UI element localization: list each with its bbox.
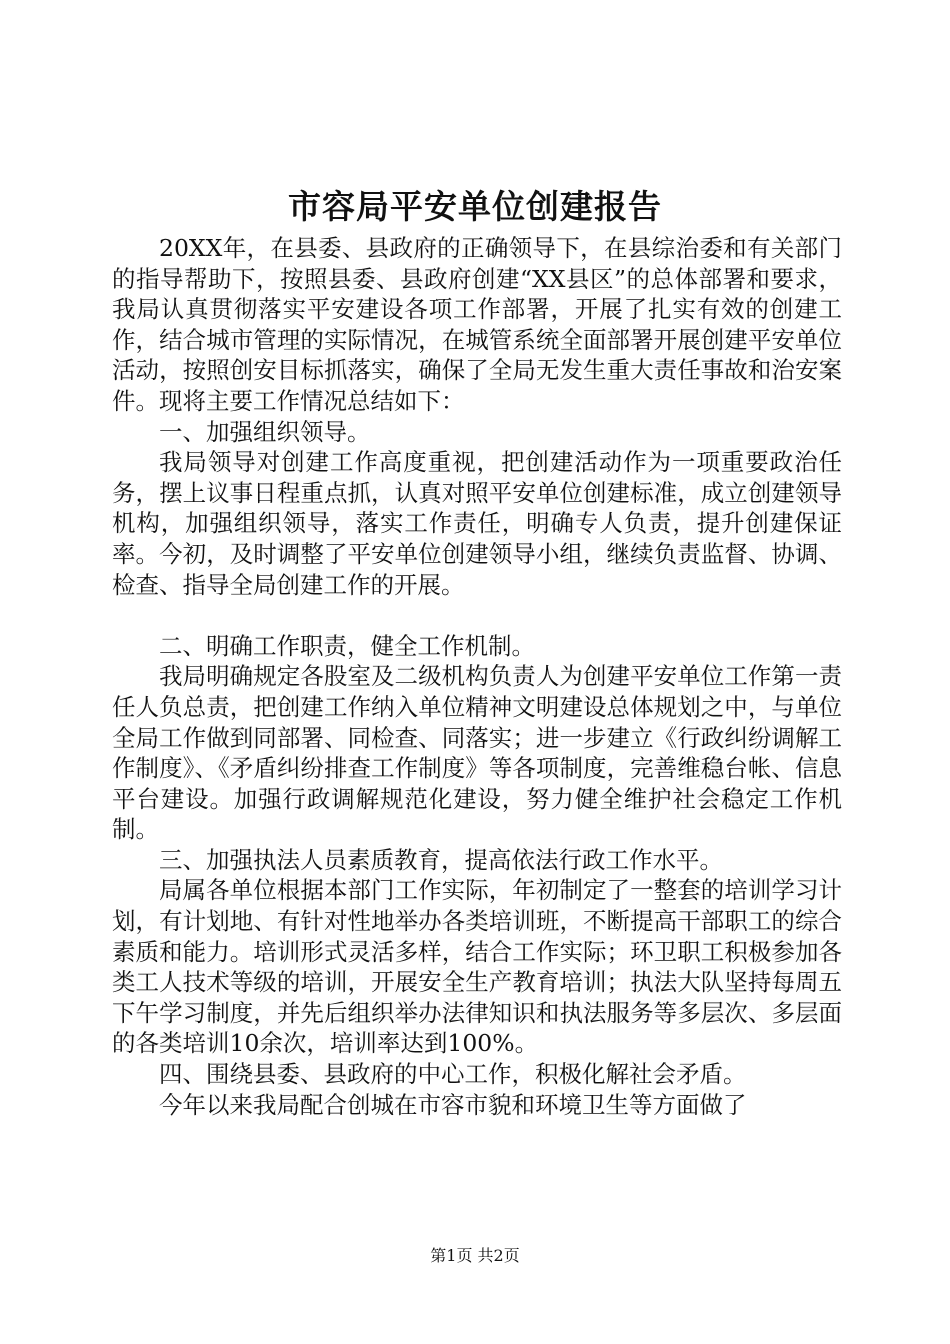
- section-3-paragraph: 局属各单位根据本部门工作实际，年初制定了一整套的培训学习计划，有计划地、有针对性地举办各类培训班，不断提高干部职工的综合素质和能力。培训形式灵活多样，结合工作实际；环卫职工积极参加各类工人技术等级的培训，开展安全生产教育培训；执法大队坚持每周五下午学习制度，并先后组织举办法律知识和执法服务等多层次、多层面的各类培训10余次，培训率达到100%。: [112, 876, 842, 1058]
- paragraph-spacer: [112, 600, 842, 631]
- page-number-footer: 第1页 共2页: [430, 1246, 520, 1265]
- section-4-paragraph: 今年以来我局配合创城在市容市貌和环境卫生等方面做了: [159, 1090, 747, 1119]
- intro-paragraph: 20XX年，在县委、县政府的正确领导下，在县综治委和有关部门的指导帮助下，按照县委、县政府创建“XX县区”的总体部署和要求，我局认真贯彻落实平安建设各项工作部署，开展了扎实有效的创建工作，结合城市管理的实际情况，在城管系统全面部署开展创建平安单位活动，按照创安目标抓落实，确保了全局无发生重大责任事故和治安案件。现将主要工作情况总结如下：: [112, 234, 842, 415]
- section-heading-4: 四、围绕县委、县政府的中心工作，积极化解社会矛盾。: [159, 1060, 747, 1089]
- section-heading-2: 二、明确工作职责，健全工作机制。: [159, 631, 535, 660]
- section-2-paragraph: 我局明确规定各股室及二级机构负责人为创建平安单位工作第一责任人负总责，把创建工作纳入单位精神文明建设总体规划之中，与单位全局工作做到同部署、同检查、同落实；进一步建立《行政纠纷调解工作制度》、《矛盾纠纷排查工作制度》等各项制度，完善维稳台帐、信息平台建设。加强行政调解规范化建设，努力健全维护社会稳定工作机制。: [112, 662, 842, 844]
- document-body: [112, 233, 842, 1120]
- section-heading-3: 三、加强执法人员素质教育，提高依法行政工作水平。: [159, 845, 723, 874]
- section-heading-1: 一、加强组织领导。: [159, 417, 371, 446]
- section-1-paragraph: 我局领导对创建工作高度重视，把创建活动作为一项重要政治任务，摆上议事日程重点抓，认真对照平安单位创建标准，成立创建领导机构，加强组织领导，落实工作责任，明确专人负责，提升创建保证率。今初，及时调整了平安单位创建领导小组，继续负责监督、协调、检查、指导全局创建工作的开展。: [112, 448, 842, 599]
- document-title: 市容局平安单位创建报告: [288, 187, 662, 226]
